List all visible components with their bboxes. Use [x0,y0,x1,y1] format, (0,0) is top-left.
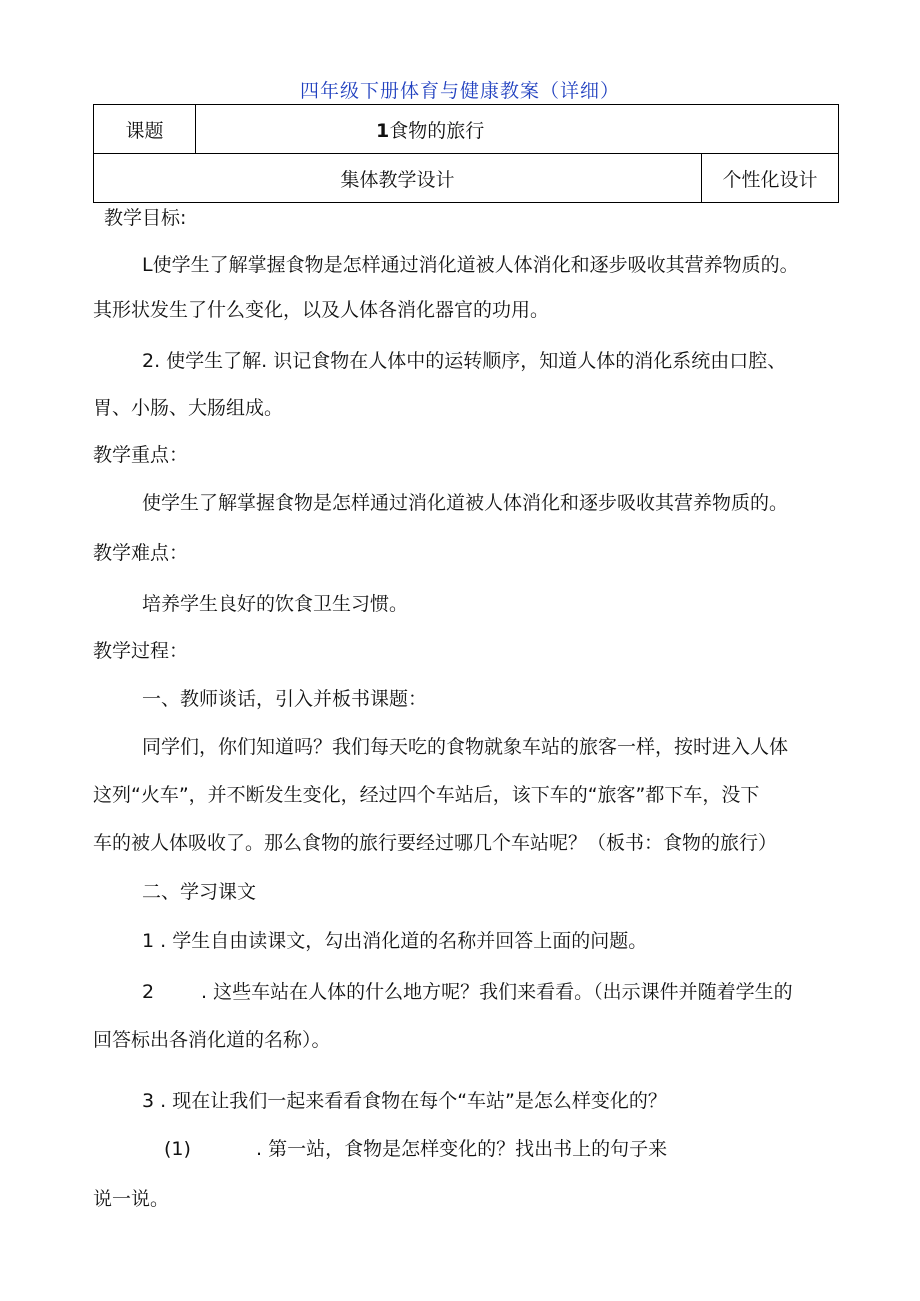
item2-number: 2 [142,981,155,1003]
sub1-number: (1) [164,1138,191,1160]
sub1-line2: 说一说。 [93,1188,170,1210]
step1-heading: 一、教师谈话，引入并板书课题： [142,688,428,710]
topic-number: 1 [376,119,390,142]
step1-line3: 车的被人体吸收了。那么食物的旅行要经过哪几个车站呢？（板书：食物的旅行） [93,832,778,854]
sub1-line1: . 第一站，食物是怎样变化的？找出书上的句子来 [256,1138,668,1160]
goal1-line1: L使学生了解掌握食物是怎样通过消化道被人体消化和逐步吸收其营养物质的。 [142,254,799,276]
item3: 3 . 现在让我们一起来看看食物在每个“车站”是怎么样变化的？ [142,1090,667,1112]
step2-heading: 二、学习课文 [142,881,257,903]
topic-text: 食物的旅行 [389,119,485,142]
goals-heading: 教学目标: [104,207,187,229]
item2-line2: 回答标出各消化道的名称）。 [93,1029,331,1051]
goal1-line2: 其形状发生了什么变化，以及人体各消化器官的功用。 [93,299,550,321]
item2-line1: . 这些车站在人体的什么地方呢？我们来看看。（出示课件并随着学生的 [201,981,793,1003]
group-design-header: 集体教学设计 [94,154,702,203]
goal2-line2: 胃、小肠、大肠组成。 [93,397,284,419]
process-heading: 教学过程： [93,640,189,662]
difficulty-text: 培养学生良好的饮食卫生习惯。 [142,593,409,615]
goal2-line1: 2. 使学生了解. 识记食物在人体中的运转顺序，知道人体的消化系统由口腔、 [142,350,787,372]
page-title: 四年级下册体育与健康教案（详细） [299,80,620,102]
key-text: 使学生了解掌握食物是怎样通过消化道被人体消化和逐步吸收其营养物质的。 [142,492,789,514]
step1-line1: 同学们，你们知道吗？我们每天吃的食物就象车站的旅客一样，按时进入人体 [142,736,789,758]
lesson-header-table [93,104,839,203]
step1-line2: 这列“火车”，并不断发生变化，经过四个车站后，该下车的“旅客”都下车，没下 [93,784,760,806]
key-heading: 教学重点： [93,444,189,466]
topic-label: 课题 [94,105,196,154]
difficulty-heading: 教学难点： [93,542,189,564]
item1: 1 . 学生自由读课文，勾出消化道的名称并回答上面的问题。 [142,930,648,952]
personal-design-header: 个性化设计 [702,154,839,203]
topic-cell [196,105,839,154]
